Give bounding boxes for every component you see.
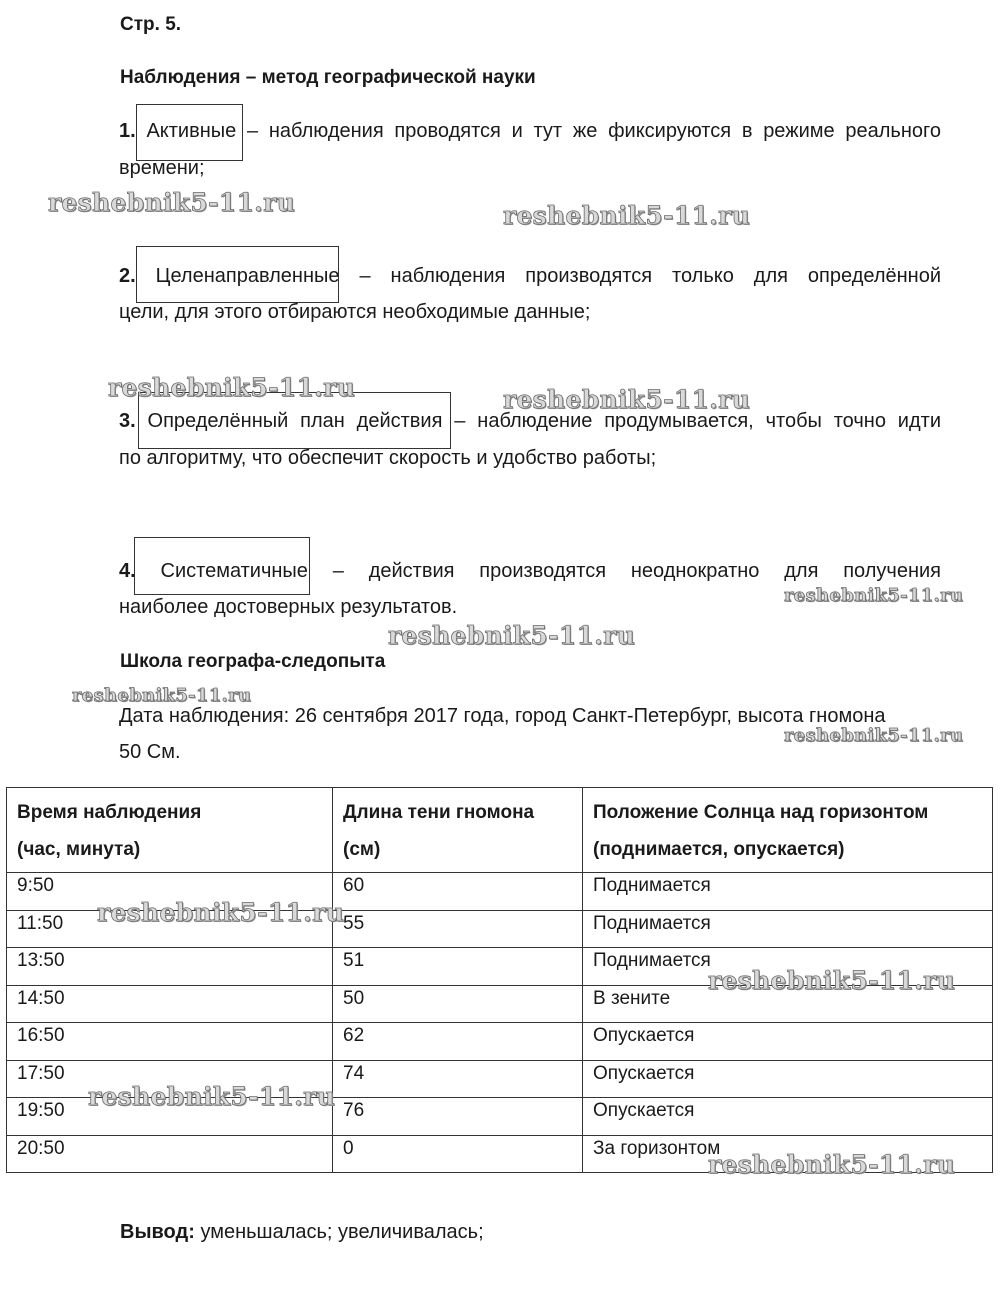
watermark: reshebnik5-11.ru: [108, 373, 356, 402]
watermark: reshebnik5-11.ru: [97, 898, 345, 927]
section-title-observations: Наблюдения – метод географической науки: [120, 67, 536, 88]
item-term: Систематичные: [160, 560, 308, 582]
definition-item-1-continued: времени;: [119, 157, 205, 179]
watermark: reshebnik5-11.ru: [503, 385, 751, 414]
answer-box-4: [134, 537, 310, 595]
conclusion-text: уменьшалась; увеличивалась;: [200, 1221, 484, 1243]
conclusion: [120, 1221, 484, 1244]
section-title-school: Школа географа-следопыта: [120, 651, 386, 672]
definition-item-2-continued: цели, для этого отбираются необходимые данные;: [119, 301, 591, 323]
table-row: 9:50 60 Поднимается: [7, 873, 993, 911]
watermark: reshebnik5-11.ru: [503, 201, 751, 230]
item-term: Активные: [146, 120, 237, 142]
table-header-row: [7, 788, 993, 873]
item-term: Определённый план действия: [147, 410, 443, 432]
item-number: 4.: [119, 560, 136, 582]
item-description: – наблюдение продумывается, чтобы точно идти: [454, 410, 941, 432]
watermark: reshebnik5-11.ru: [708, 966, 956, 995]
observation-info-line-1: Дата наблюдения: 26 сентября 2017 года, город Санкт-Петербург, высота гномона: [119, 705, 886, 727]
header-shadow-length: Длина тени гномона (см): [333, 788, 583, 873]
item-number: 1.: [119, 120, 136, 142]
watermark: reshebnik5-11.ru: [388, 621, 636, 650]
watermark: reshebnik5-11.ru: [784, 585, 964, 606]
item-number: 2.: [119, 265, 136, 287]
watermark: reshebnik5-11.ru: [48, 188, 296, 217]
observation-info-line-2: 50 См.: [119, 741, 181, 763]
watermark: reshebnik5-11.ru: [72, 685, 252, 706]
table-row: 19:50 76 Опускается: [7, 1098, 993, 1136]
item-description: – наблюдения проводятся и тут же фиксируются в режиме реального: [247, 120, 941, 142]
answer-box-2: [136, 246, 339, 303]
watermark: reshebnik5-11.ru: [708, 1150, 956, 1179]
table-row: 20:50 0 За горизонтом: [7, 1135, 993, 1173]
watermark: reshebnik5-11.ru: [784, 725, 964, 746]
table-row: 17:50 74 Опускается: [7, 1060, 993, 1098]
item-term: Целенаправленные: [155, 265, 340, 287]
item-description: – действия производятся неоднократно для получения: [332, 560, 941, 582]
definition-item-4-continued: наиболее достоверных результатов.: [119, 596, 458, 618]
definition-item-3-continued: по алгоритму, что обеспечит скорость и удобство работы;: [119, 447, 657, 469]
table-row: 11:50 55 Поднимается: [7, 910, 993, 948]
answer-box-1: [136, 104, 243, 161]
watermark: reshebnik5-11.ru: [88, 1082, 336, 1111]
table-row: 14:50 50 В зените: [7, 985, 993, 1023]
page-label: Стр. 5.: [120, 14, 182, 35]
conclusion-label: Вывод:: [120, 1221, 195, 1243]
table-row: 13:50 51 Поднимается: [7, 948, 993, 986]
table-row: 16:50 62 Опускается: [7, 1023, 993, 1061]
item-number: 3.: [119, 410, 136, 432]
item-description: – наблюдения производятся только для определённой: [359, 265, 942, 287]
header-time: Время наблюдения (час, минута): [7, 788, 333, 873]
header-sun-position: Положение Солнца над горизонтом (поднимается, опускается): [583, 788, 993, 873]
